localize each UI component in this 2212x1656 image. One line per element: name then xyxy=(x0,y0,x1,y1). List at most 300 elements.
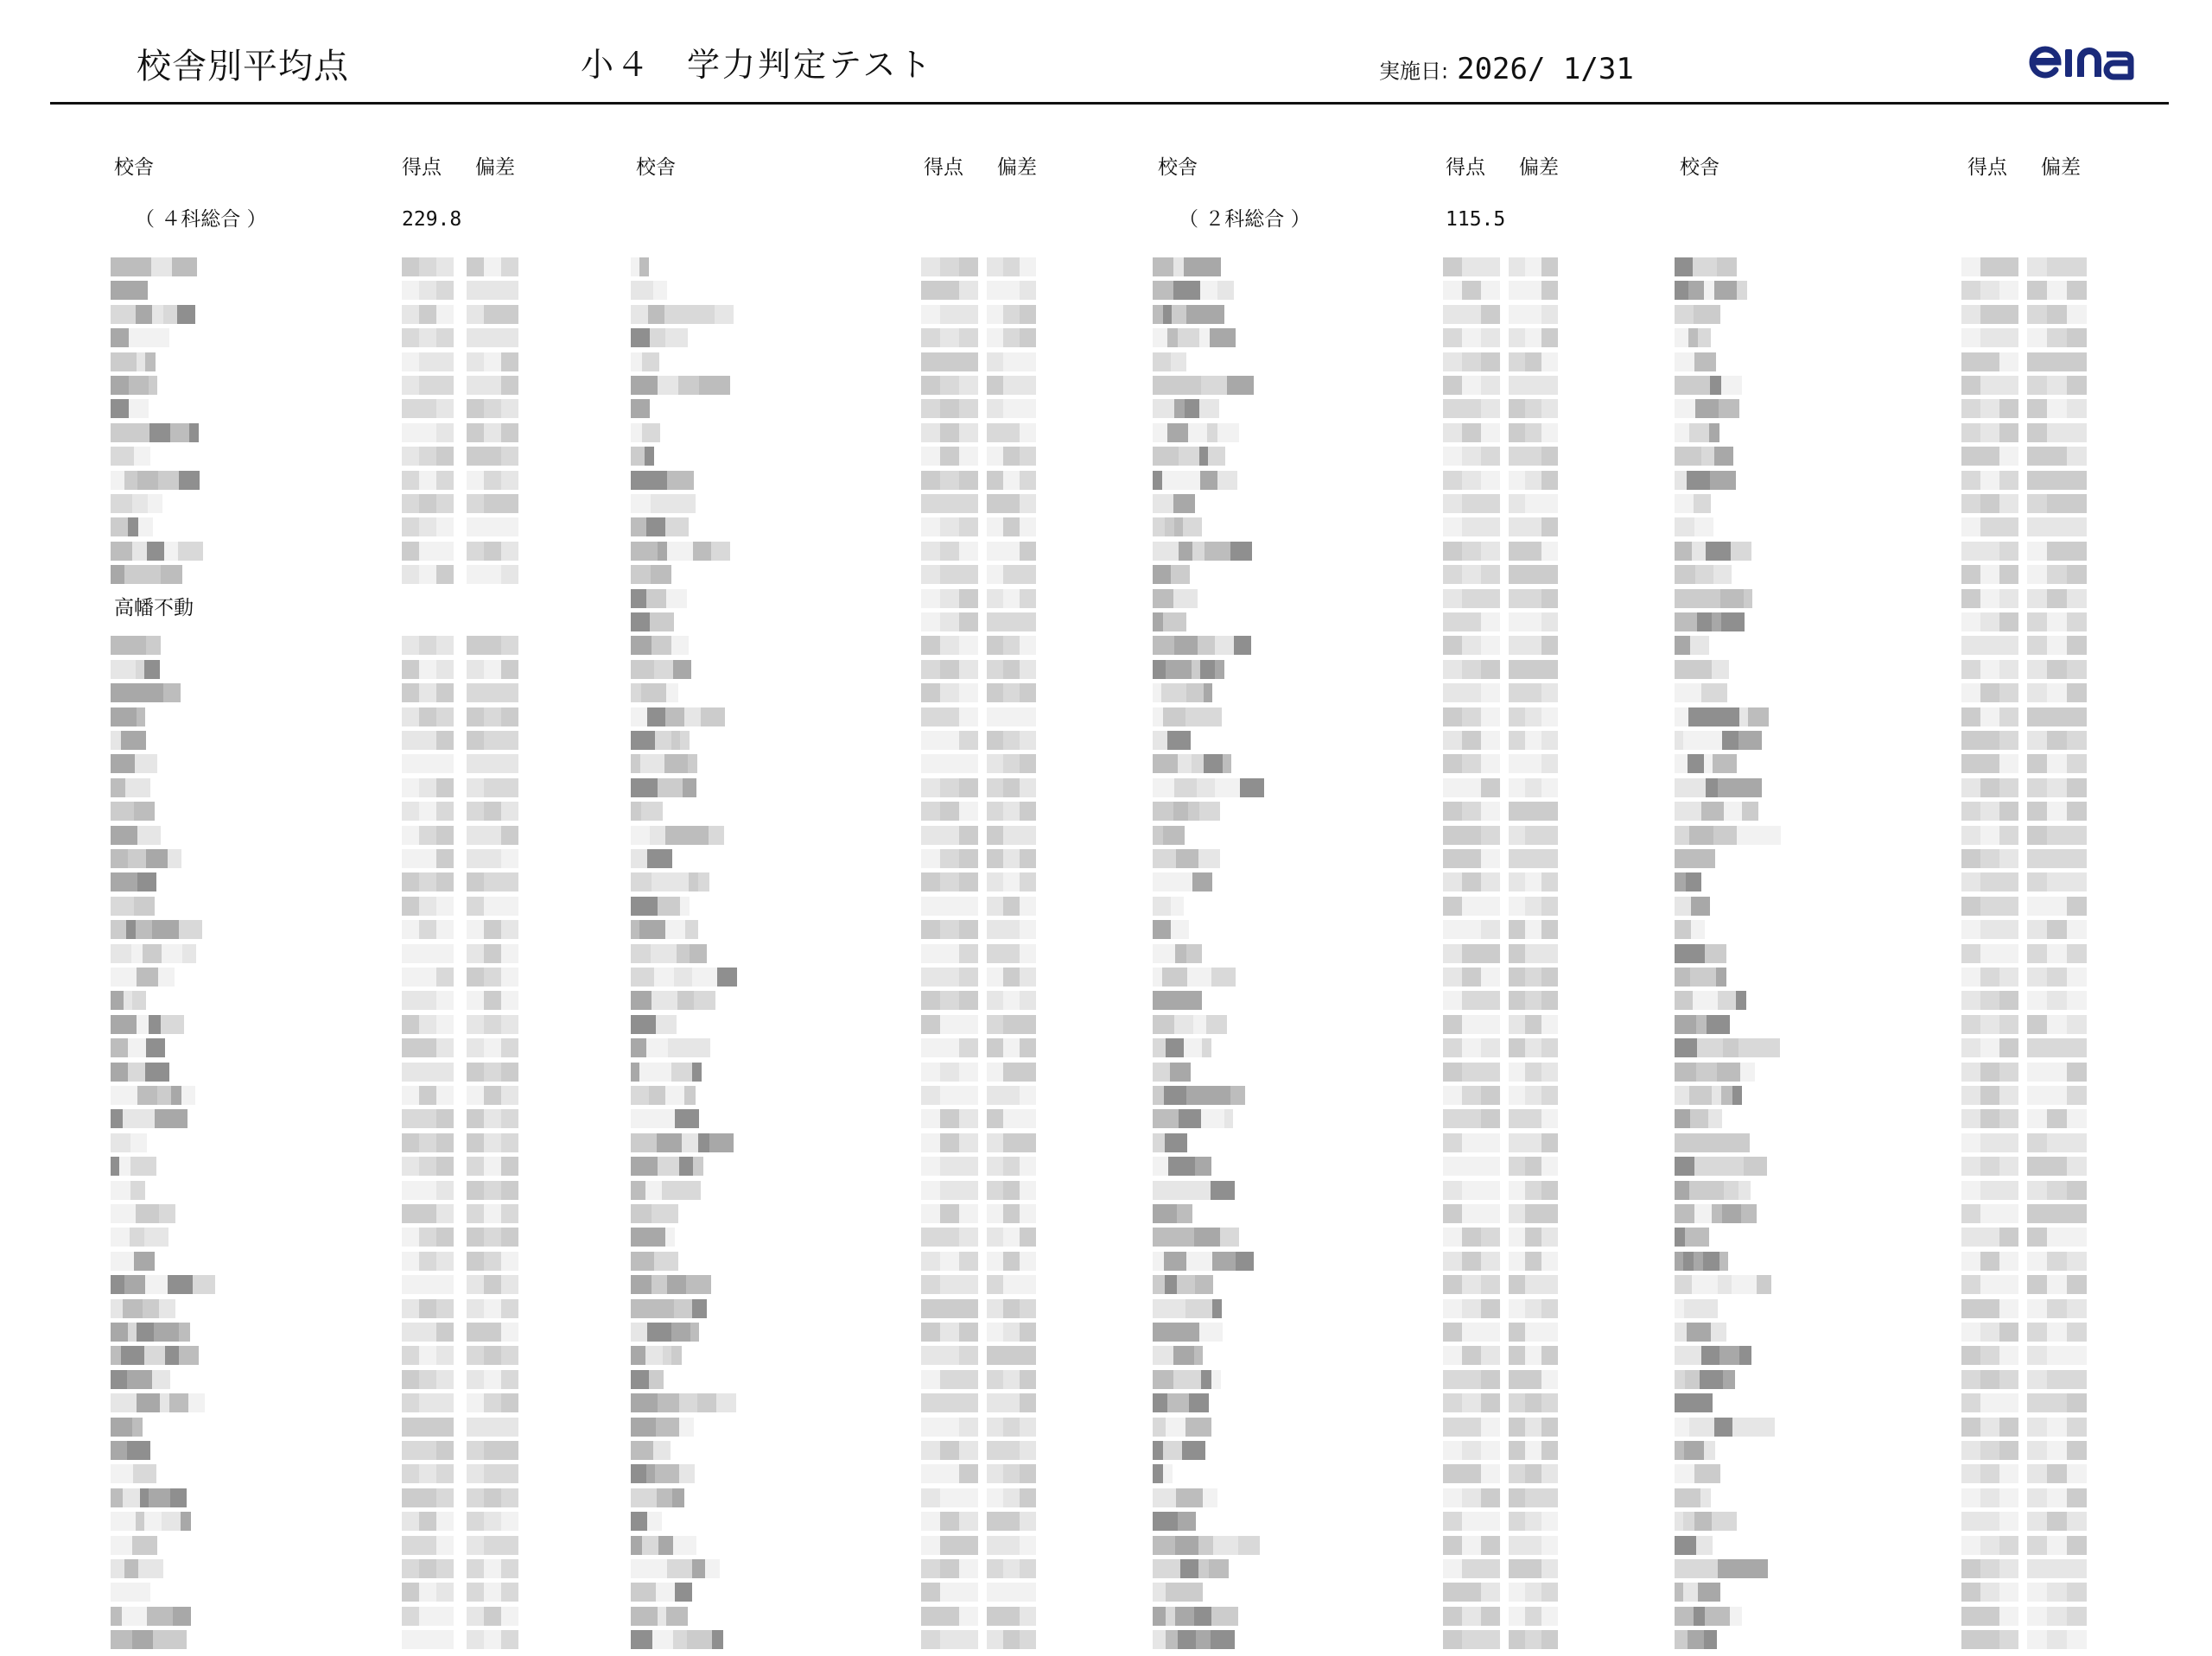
obscured-name-cell xyxy=(1182,1441,1205,1460)
obscured-name-cell xyxy=(646,589,666,608)
obscured-name-cell xyxy=(1722,731,1738,750)
obscured-value-cell xyxy=(501,1536,518,1555)
obscured-name-cell xyxy=(1171,920,1189,939)
obscured-name-cell xyxy=(182,944,196,963)
obscured-name-cell xyxy=(121,1346,144,1365)
obscured-name-cell xyxy=(631,1228,656,1247)
obscured-value-cell xyxy=(1509,1228,1525,1247)
obscured-value-cell xyxy=(1003,328,1020,347)
obscured-value-cell xyxy=(467,920,484,939)
obscured-value-cell xyxy=(1462,1323,1481,1342)
obscured-name-cell xyxy=(1170,1228,1184,1247)
obscured-value-cell xyxy=(940,1607,959,1626)
obscured-name-cell xyxy=(124,257,151,276)
obscured-name-cell xyxy=(1744,1157,1767,1176)
obscured-value-cell xyxy=(467,660,484,679)
obscured-value-cell xyxy=(484,897,501,916)
obscured-value-cell xyxy=(484,731,501,750)
obscured-name-cell xyxy=(1675,1204,1694,1223)
obscured-name-cell xyxy=(137,707,145,726)
obscured-value-cell xyxy=(419,1228,436,1247)
obscured-value-cell xyxy=(1003,1464,1020,1483)
obscured-name-cell xyxy=(144,660,160,679)
obscured-name-cell xyxy=(1704,1441,1715,1460)
obscured-value-cell xyxy=(501,802,518,821)
obscured-value-cell xyxy=(1541,1181,1558,1200)
obscured-name-cell xyxy=(1163,305,1172,324)
obscured-name-cell xyxy=(130,1181,145,1200)
obscured-value-cell xyxy=(1999,447,2018,466)
obscured-name-cell xyxy=(684,707,701,726)
obscured-name-cell xyxy=(1720,589,1744,608)
obscured-value-cell xyxy=(1525,447,1541,466)
obscured-name-cell xyxy=(111,1133,130,1152)
obscured-value-cell xyxy=(1481,1512,1500,1531)
obscured-value-cell xyxy=(467,1038,484,1057)
obscured-value-cell xyxy=(402,1299,419,1318)
obscured-value-cell xyxy=(484,542,501,561)
obscured-value-cell xyxy=(1961,826,1980,845)
obscured-value-cell xyxy=(1541,707,1558,726)
obscured-value-cell xyxy=(1999,1441,2018,1460)
obscured-value-cell xyxy=(1509,257,1525,276)
obscured-value-cell xyxy=(436,1109,454,1128)
obscured-value-cell xyxy=(2027,968,2047,987)
obscured-value-cell xyxy=(1003,1157,1020,1176)
obscured-value-cell xyxy=(1462,1441,1481,1460)
obscured-name-cell xyxy=(1691,944,1705,963)
obscured-name-cell xyxy=(1705,1607,1730,1626)
obscured-value-cell xyxy=(436,1536,454,1555)
obscured-value-cell xyxy=(402,1559,419,1578)
summary-2-subject-score: 115.5 xyxy=(1446,208,1506,231)
obscured-value-cell xyxy=(1462,849,1481,868)
obscured-name-cell xyxy=(1172,1181,1186,1200)
obscured-value-cell xyxy=(1020,1181,1036,1200)
obscured-name-cell xyxy=(1173,872,1192,891)
obscured-name-cell xyxy=(686,1275,711,1294)
obscured-value-cell xyxy=(921,1275,940,1294)
obscured-value-cell xyxy=(2047,376,2067,395)
obscured-value-cell xyxy=(419,328,436,347)
obscured-value-cell xyxy=(1541,1086,1558,1105)
obscured-name-cell xyxy=(111,1015,137,1034)
obscured-name-cell xyxy=(1724,1181,1738,1200)
obscured-value-cell xyxy=(1003,494,1020,513)
obscured-value-cell xyxy=(1443,754,1462,773)
obscured-name-cell xyxy=(1217,471,1237,490)
obscured-value-cell xyxy=(2047,1346,2067,1365)
obscured-name-cell xyxy=(160,1393,169,1412)
obscured-value-cell xyxy=(402,872,419,891)
obscured-name-cell xyxy=(1194,1346,1203,1365)
obscured-name-cell xyxy=(1165,517,1174,536)
obscured-value-cell xyxy=(1481,423,1500,442)
obscured-value-cell xyxy=(2067,1583,2087,1602)
obscured-name-cell xyxy=(680,731,690,750)
obscured-value-cell xyxy=(419,1441,436,1460)
obscured-value-cell xyxy=(1462,1275,1481,1294)
obscured-value-cell xyxy=(940,305,959,324)
obscured-name-cell xyxy=(1201,1370,1211,1389)
obscured-value-cell xyxy=(2047,352,2067,371)
obscured-value-cell xyxy=(1999,1038,2018,1057)
obscured-name-cell xyxy=(1730,1607,1742,1626)
obscured-value-cell xyxy=(1525,1275,1541,1294)
obscured-value-cell xyxy=(484,423,501,442)
obscured-name-cell xyxy=(679,1157,693,1176)
obscured-value-cell xyxy=(940,1488,959,1507)
obscured-value-cell xyxy=(419,1086,436,1105)
obscured-value-cell xyxy=(501,471,518,490)
obscured-value-cell xyxy=(1999,1536,2018,1555)
obscured-value-cell xyxy=(1020,707,1036,726)
obscured-name-cell xyxy=(155,1109,170,1128)
obscured-value-cell xyxy=(1525,542,1541,561)
obscured-value-cell xyxy=(921,1252,940,1271)
obscured-value-cell xyxy=(467,1133,484,1152)
obscured-value-cell xyxy=(467,517,484,536)
obscured-value-cell xyxy=(2047,1181,2067,1200)
obscured-value-cell xyxy=(959,589,978,608)
obscured-value-cell xyxy=(1003,376,1020,395)
obscured-name-cell xyxy=(170,1488,187,1507)
obscured-value-cell xyxy=(501,1157,518,1176)
obscured-name-cell xyxy=(1185,707,1204,726)
obscured-name-cell xyxy=(147,1607,164,1626)
obscured-value-cell xyxy=(2027,1464,2047,1483)
obscured-name-cell xyxy=(111,1441,127,1460)
obscured-name-cell xyxy=(1675,1512,1683,1531)
obscured-value-cell xyxy=(921,1181,940,1200)
obscured-name-cell xyxy=(128,1038,146,1057)
obscured-value-cell xyxy=(402,1393,419,1412)
obscured-name-cell xyxy=(111,1323,128,1342)
obscured-value-cell xyxy=(921,1464,940,1483)
obscured-value-cell xyxy=(1462,1607,1481,1626)
obscured-value-cell xyxy=(1525,754,1541,773)
obscured-value-cell xyxy=(1509,281,1525,300)
obscured-name-cell xyxy=(1723,1370,1735,1389)
obscured-name-cell xyxy=(685,920,698,939)
obscured-value-cell xyxy=(921,826,940,845)
obscured-name-cell xyxy=(1175,1607,1194,1626)
obscured-name-cell xyxy=(1213,1536,1238,1555)
obscured-name-cell xyxy=(671,1063,692,1082)
obscured-value-cell xyxy=(467,328,484,347)
obscured-name-cell xyxy=(1717,1063,1740,1082)
obscured-value-cell xyxy=(1443,305,1462,324)
obscured-name-cell xyxy=(656,1418,679,1437)
obscured-name-cell xyxy=(164,542,178,561)
obscured-name-cell xyxy=(1153,1063,1170,1082)
obscured-value-cell xyxy=(1980,1133,1999,1152)
obscured-name-cell xyxy=(1173,1346,1194,1365)
obscured-value-cell xyxy=(959,257,978,276)
obscured-value-cell xyxy=(1443,1181,1462,1200)
obscured-value-cell xyxy=(940,281,959,300)
obscured-name-cell xyxy=(1153,1228,1170,1247)
obscured-value-cell xyxy=(484,802,501,821)
obscured-value-cell xyxy=(2027,944,2047,963)
obscured-name-cell xyxy=(631,1583,656,1602)
obscured-value-cell xyxy=(959,944,978,963)
obscured-name-cell xyxy=(1675,399,1695,418)
obscured-name-cell xyxy=(163,683,181,702)
obscured-name-cell xyxy=(697,1393,716,1412)
obscured-value-cell xyxy=(467,1559,484,1578)
exam-date-label: 実施日: xyxy=(1379,59,1449,84)
obscured-value-cell xyxy=(402,517,419,536)
obscured-value-cell xyxy=(501,328,518,347)
obscured-name-cell xyxy=(641,683,666,702)
obscured-name-cell xyxy=(149,423,170,442)
obscured-name-cell xyxy=(1166,1607,1175,1626)
obscured-name-cell xyxy=(668,1038,691,1057)
obscured-name-cell xyxy=(1694,1204,1712,1223)
obscured-value-cell xyxy=(1462,778,1481,797)
obscured-value-cell xyxy=(2027,281,2047,300)
obscured-value-cell xyxy=(419,707,436,726)
obscured-value-cell xyxy=(1443,1228,1462,1247)
obscured-name-cell xyxy=(111,1252,134,1271)
obscured-value-cell xyxy=(1509,1109,1525,1128)
obscured-value-cell xyxy=(1509,1630,1525,1649)
obscured-name-cell xyxy=(1751,1418,1775,1437)
obscured-name-cell xyxy=(631,1370,649,1389)
obscured-value-cell xyxy=(1980,399,1999,418)
obscured-value-cell xyxy=(484,683,501,702)
obscured-value-cell xyxy=(940,1063,959,1082)
obscured-name-cell xyxy=(1153,1157,1168,1176)
obscured-value-cell xyxy=(1541,1252,1558,1271)
obscured-value-cell xyxy=(1481,376,1500,395)
obscured-value-cell xyxy=(1003,1441,1020,1460)
obscured-name-cell xyxy=(709,826,724,845)
obscured-value-cell xyxy=(1961,944,1980,963)
obscured-value-cell xyxy=(1481,1607,1500,1626)
obscured-value-cell xyxy=(959,802,978,821)
obscured-name-cell xyxy=(1694,1157,1717,1176)
obscured-value-cell xyxy=(987,1370,1003,1389)
obscured-name-cell xyxy=(1675,754,1688,773)
obscured-value-cell xyxy=(1443,1157,1462,1176)
obscured-value-cell xyxy=(402,1038,419,1057)
obscured-value-cell xyxy=(1462,1086,1481,1105)
obscured-name-cell xyxy=(1675,991,1693,1010)
obscured-value-cell xyxy=(1541,1275,1558,1294)
obscured-name-cell xyxy=(111,636,126,655)
obscured-value-cell xyxy=(436,423,454,442)
obscured-name-cell xyxy=(143,944,162,963)
obscured-value-cell xyxy=(921,920,940,939)
obscured-value-cell xyxy=(484,1323,501,1342)
obscured-value-cell xyxy=(436,1252,454,1271)
obscured-value-cell xyxy=(921,944,940,963)
obscured-value-cell xyxy=(1481,542,1500,561)
obscured-name-cell xyxy=(654,968,674,987)
obscured-value-cell xyxy=(1509,683,1525,702)
obscured-name-cell xyxy=(1683,731,1701,750)
obscured-value-cell xyxy=(1481,683,1500,702)
col1-school-header: 校舎 xyxy=(114,156,154,179)
obscured-value-cell xyxy=(402,826,419,845)
obscured-name-cell xyxy=(715,305,734,324)
obscured-value-cell xyxy=(1961,1275,1980,1294)
obscured-value-cell xyxy=(1541,872,1558,891)
obscured-value-cell xyxy=(1980,897,1999,916)
obscured-value-cell xyxy=(419,1204,436,1223)
obscured-name-cell xyxy=(631,281,653,300)
obscured-value-cell xyxy=(467,991,484,1010)
obscured-value-cell xyxy=(1525,968,1541,987)
obscured-name-cell xyxy=(1167,1299,1185,1318)
obscured-name-cell xyxy=(1186,944,1202,963)
obscured-value-cell xyxy=(940,542,959,561)
obscured-value-cell xyxy=(436,1370,454,1389)
obscured-name-cell xyxy=(667,471,694,490)
obscured-name-cell xyxy=(1675,944,1691,963)
obscured-value-cell xyxy=(1443,1275,1462,1294)
obscured-value-cell xyxy=(1481,1038,1500,1057)
obscured-value-cell xyxy=(1525,1536,1541,1555)
obscured-name-cell xyxy=(1699,1393,1713,1412)
obscured-name-cell xyxy=(631,1086,649,1105)
obscured-name-cell xyxy=(1177,1204,1192,1223)
obscured-value-cell xyxy=(1443,589,1462,608)
obscured-name-cell xyxy=(1153,1038,1166,1057)
obscured-value-cell xyxy=(1999,849,2018,868)
obscured-value-cell xyxy=(1003,802,1020,821)
obscured-value-cell xyxy=(1020,1583,1036,1602)
obscured-value-cell xyxy=(1980,968,1999,987)
obscured-name-cell xyxy=(1701,683,1727,702)
obscured-name-cell xyxy=(1179,542,1192,561)
obscured-value-cell xyxy=(1509,636,1525,655)
obscured-name-cell xyxy=(171,1086,181,1105)
obscured-value-cell xyxy=(940,944,959,963)
obscured-name-cell xyxy=(1190,1370,1201,1389)
obscured-value-cell xyxy=(940,399,959,418)
obscured-value-cell xyxy=(1003,257,1020,276)
obscured-value-cell xyxy=(1481,517,1500,536)
obscured-value-cell xyxy=(501,1228,518,1247)
obscured-name-cell xyxy=(1167,1393,1189,1412)
obscured-value-cell xyxy=(1525,1441,1541,1460)
obscured-value-cell xyxy=(1443,565,1462,584)
obscured-name-cell xyxy=(165,1346,179,1365)
obscured-value-cell xyxy=(419,257,436,276)
obscured-value-cell xyxy=(1020,754,1036,773)
obscured-value-cell xyxy=(1999,660,2018,679)
exam-date xyxy=(1379,52,1634,86)
obscured-name-cell xyxy=(1724,802,1742,821)
obscured-value-cell xyxy=(467,636,484,655)
obscured-name-cell xyxy=(149,1015,161,1034)
obscured-value-cell xyxy=(1481,1228,1500,1247)
obscured-value-cell xyxy=(1509,1559,1525,1578)
obscured-value-cell xyxy=(987,897,1003,916)
obscured-value-cell xyxy=(1525,257,1541,276)
obscured-value-cell xyxy=(959,376,978,395)
obscured-value-cell xyxy=(1980,1252,1999,1271)
obscured-name-cell xyxy=(1692,1275,1718,1294)
obscured-name-cell xyxy=(1195,1157,1211,1176)
obscured-name-cell xyxy=(168,849,181,868)
eina-logo-icon xyxy=(2027,42,2139,82)
obscured-name-cell xyxy=(631,447,645,466)
obscured-name-cell xyxy=(1153,1630,1166,1649)
obscured-value-cell xyxy=(1509,305,1525,324)
obscured-name-cell xyxy=(1706,542,1731,561)
obscured-value-cell xyxy=(2047,1299,2067,1318)
obscured-value-cell xyxy=(921,636,940,655)
obscured-name-cell xyxy=(631,754,640,773)
obscured-value-cell xyxy=(1443,1204,1462,1223)
obscured-value-cell xyxy=(402,352,419,371)
obscured-value-cell xyxy=(436,494,454,513)
obscured-value-cell xyxy=(1541,281,1558,300)
obscured-value-cell xyxy=(1980,1109,1999,1128)
obscured-value-cell xyxy=(987,872,1003,891)
obscured-value-cell xyxy=(501,754,518,773)
obscured-name-cell xyxy=(653,281,667,300)
obscured-value-cell xyxy=(1999,1157,2018,1176)
obscured-value-cell xyxy=(1020,257,1036,276)
obscured-value-cell xyxy=(1961,897,1980,916)
obscured-name-cell xyxy=(1694,1607,1705,1626)
obscured-value-cell xyxy=(1525,305,1541,324)
obscured-value-cell xyxy=(1443,1370,1462,1389)
obscured-name-cell xyxy=(1687,471,1710,490)
obscured-name-cell xyxy=(665,920,685,939)
obscured-value-cell xyxy=(1481,1559,1500,1578)
obscured-name-cell xyxy=(1153,257,1173,276)
obscured-value-cell xyxy=(2027,707,2047,726)
obscured-name-cell xyxy=(111,683,137,702)
obscured-name-cell xyxy=(158,968,175,987)
obscured-value-cell xyxy=(1961,423,1980,442)
obscured-value-cell xyxy=(1541,589,1558,608)
obscured-value-cell xyxy=(959,1346,978,1365)
obscured-value-cell xyxy=(1509,399,1525,418)
obscured-value-cell xyxy=(1980,281,1999,300)
obscured-name-cell xyxy=(631,920,639,939)
obscured-name-cell xyxy=(692,1559,705,1578)
obscured-name-cell xyxy=(1175,376,1201,395)
obscured-value-cell xyxy=(1541,1204,1558,1223)
obscured-value-cell xyxy=(2047,968,2067,987)
obscured-name-cell xyxy=(1153,944,1175,963)
obscured-value-cell xyxy=(467,1630,484,1649)
obscured-value-cell xyxy=(1003,1559,1020,1578)
obscured-value-cell xyxy=(1961,1157,1980,1176)
obscured-value-cell xyxy=(921,1063,940,1082)
obscured-name-cell xyxy=(158,471,179,490)
obscured-value-cell xyxy=(1961,565,1980,584)
obscured-value-cell xyxy=(484,1464,501,1483)
obscured-value-cell xyxy=(1509,1133,1525,1152)
obscured-value-cell xyxy=(1509,1488,1525,1507)
obscured-name-cell xyxy=(111,920,126,939)
obscured-value-cell xyxy=(1525,1228,1541,1247)
obscured-value-cell xyxy=(987,305,1003,324)
obscured-value-cell xyxy=(2047,754,2067,773)
obscured-value-cell xyxy=(987,281,1003,300)
obscured-name-cell xyxy=(631,636,652,655)
obscured-value-cell xyxy=(1525,802,1541,821)
obscured-value-cell xyxy=(1003,612,1020,631)
